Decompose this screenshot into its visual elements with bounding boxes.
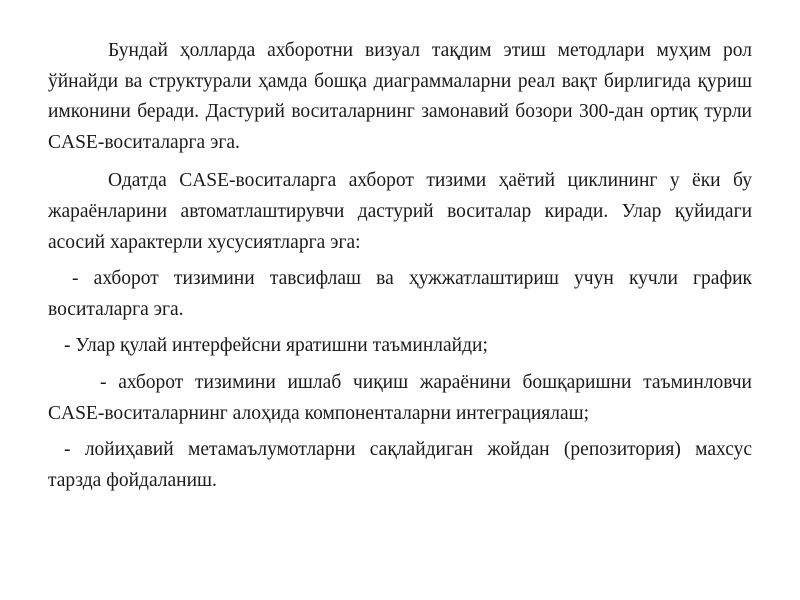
paragraph-intro: Бундай ҳолларда ахборотни визуал тақдим этиш методлари муҳим рол ўйнайди ва структурали ҳамда бошқа диаграммаларни реал вақт бирлигида қуриш имконини беради. Дастурий воситаларнинг замонавий бозори 300-дан ортиқ турли CASE-воситаларга эга. bbox=[48, 40, 752, 153]
list-item-repository: - лойиҳавий метамаълумотларни сақлайдиган жойдан (репозитория) махсус тарзда фойдаланиш. bbox=[48, 439, 752, 491]
paragraph-case-tools: Одатда CASE-воситаларга ахборот тизими ҳаётий циклининг у ёки бу жараёнларини автоматлаштирувчи дастурий воситалар киради. Улар қуйидаги асосий характерли хусусиятларга эга: bbox=[48, 170, 752, 253]
document-body bbox=[48, 36, 752, 496]
list-item-integration: - ахборот тизимини ишлаб чиқиш жараёнини бошқаришни таъминловчи CASE-воситаларнинг алоҳида компоненталарни интеграциялаш; bbox=[48, 371, 752, 424]
list-item-graphic-tools: - ахборот тизимини тавсифлаш ва ҳужжатлаштириш учун кучли график воситаларга эга. bbox=[48, 268, 752, 320]
list-item-interface: - Улар қулай интерфейсни яратишни таъминлайди; bbox=[64, 335, 488, 357]
